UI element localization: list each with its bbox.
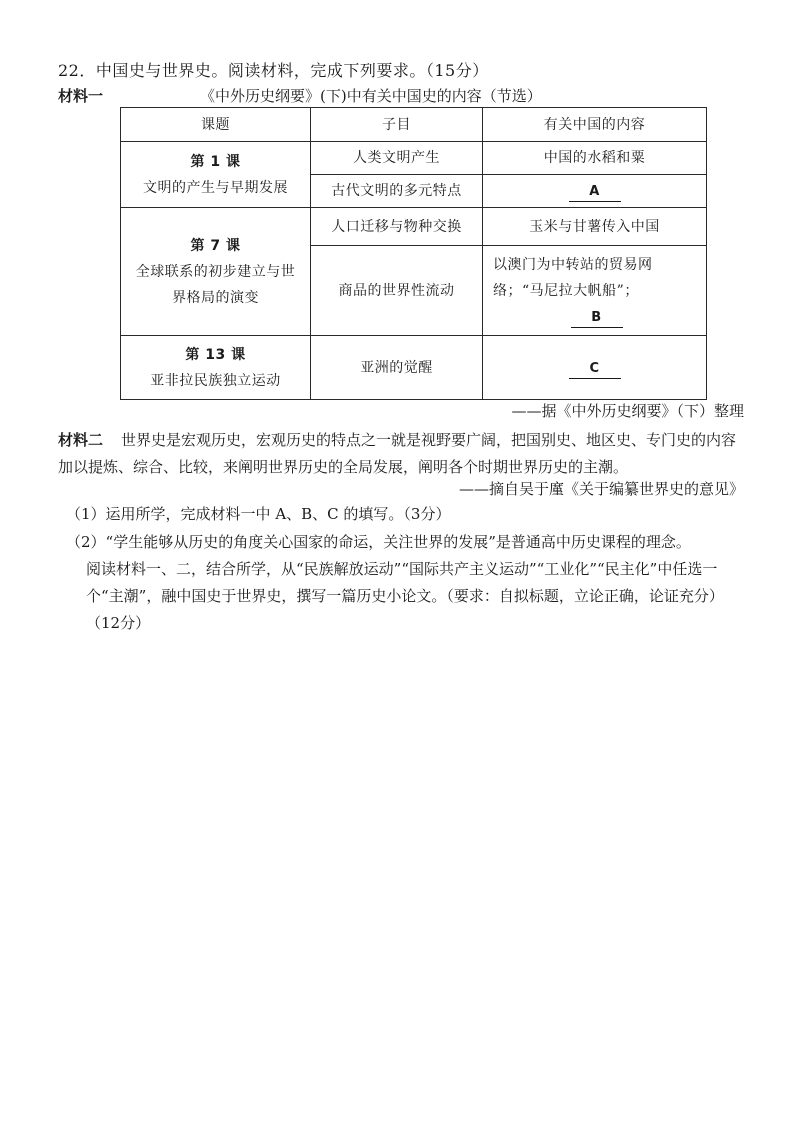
subtopic-cell: 商品的世界性流动 (311, 246, 483, 336)
textbook-outline-table (120, 107, 707, 400)
lesson-7-number: 第 7 课 (190, 237, 241, 254)
table-row (121, 208, 707, 246)
blank-b: B (571, 309, 623, 328)
lesson-1-name: 文明的产生与早期发展 (143, 179, 288, 196)
trade-network-line1: 以澳门为中转站的贸易网 (493, 256, 653, 273)
material2-source: ——摘自吴于廑《关于编纂世界史的意见》 (458, 480, 744, 498)
subtopic-cell: 人口迁移与物种交换 (311, 208, 483, 246)
blank-a: A (569, 183, 621, 202)
lesson-7-cell (121, 208, 311, 336)
blank-a-cell (483, 175, 707, 208)
material2-paragraph (58, 427, 748, 481)
lesson-1-cell (121, 142, 311, 208)
header-subtopic: 子目 (311, 108, 483, 142)
trade-network-line2: 络；“马尼拉大帆船”； (493, 282, 639, 299)
material2-label: 材料二 (58, 431, 104, 449)
subquestion-2-body: 阅读材料一、二，结合所学，从“民族解放运动”“国际共产主义运动”“工业化”“民主化”中任选一个“主潮”，融中国史于世界史，撰写一篇历史小论文。（要求：自拟标题，立论正确，论证充分）（12分） (86, 560, 724, 632)
blank-c-cell (483, 336, 707, 400)
subquestion-1: （1）运用所学，完成材料一中 A、B、C 的填写。（3分） (66, 505, 451, 523)
subtopic-cell: 人类文明产生 (311, 142, 483, 175)
material2-text: 世界史是宏观历史，宏观历史的特点之一就是视野要广阔，把国别史、地区史、专门史的内容加以提炼、综合、比较，来阐明世界历史的全局发展，阐明各个时期世界历史的主潮。 (58, 431, 737, 476)
china-content-cell: 玉米与甘薯传入中国 (483, 208, 707, 246)
table-row (121, 336, 707, 400)
lesson-13-name: 亚非拉民族独立运动 (150, 372, 281, 389)
subquestion-2-line1: （2）“学生能够从历史的角度关心国家的命运，关注世界的发展”是普通高中历史课程的理念。 (66, 533, 691, 551)
table-header-row (121, 108, 707, 142)
table-row (121, 142, 707, 175)
question-title: 22．中国史与世界史。阅读材料，完成下列要求。（15分） (58, 61, 489, 80)
lesson-7-name-line1: 全球联系的初步建立与世 (135, 263, 296, 280)
material1-source: ——据《中外历史纲要》（下）整理 (511, 402, 744, 420)
lesson-7-name-line2: 界格局的演变 (172, 289, 259, 306)
blank-c: C (569, 360, 621, 379)
header-china-content: 有关中国的内容 (483, 108, 707, 142)
china-content-cell: 中国的水稻和粟 (483, 142, 707, 175)
subtopic-cell: 古代文明的多元特点 (311, 175, 483, 208)
lesson-13-cell (121, 336, 311, 400)
china-content-cell (483, 246, 707, 336)
material1-label: 材料一 (58, 87, 104, 105)
subtopic-cell: 亚洲的觉醒 (311, 336, 483, 400)
lesson-1-number: 第 1 课 (190, 153, 241, 170)
subquestion-2 (66, 529, 750, 637)
material1-caption: 《中外历史纲要》(下)中有关中国史的内容（节选） (200, 87, 542, 105)
header-lesson: 课题 (121, 108, 311, 142)
lesson-13-number: 第 13 课 (185, 346, 246, 363)
